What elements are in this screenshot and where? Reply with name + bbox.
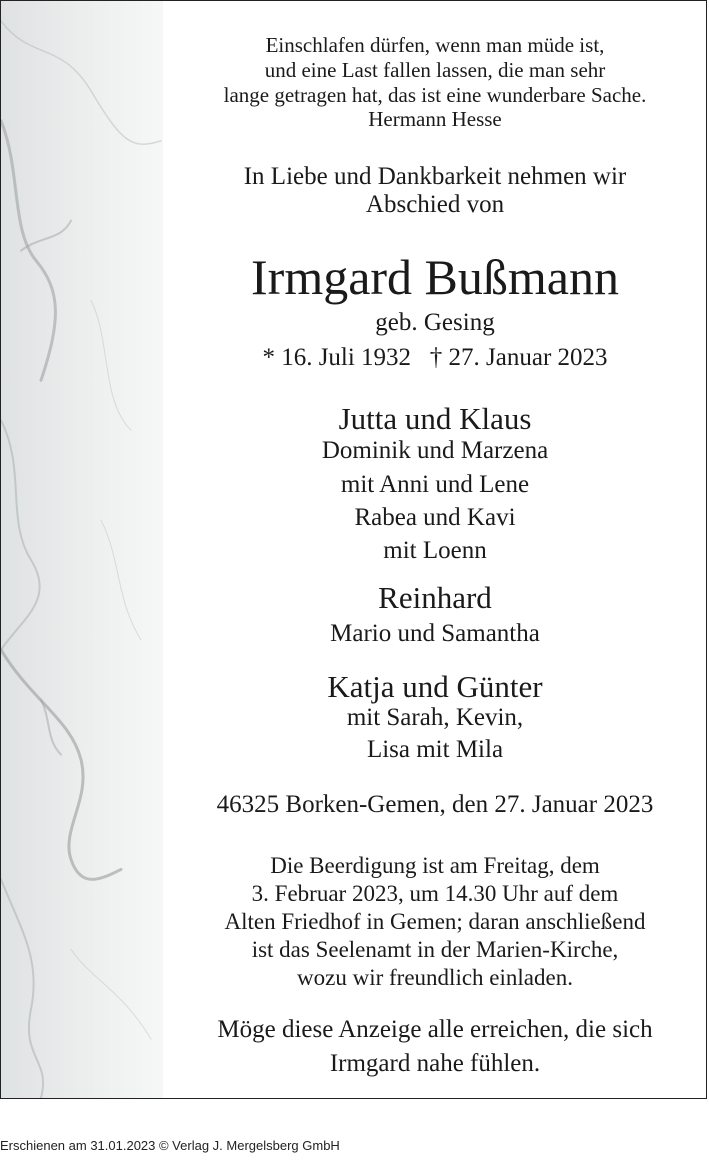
mourner-group-head: Reinhard — [378, 580, 492, 615]
funeral-line: 3. Februar 2023, um 14.30 Uhr auf dem — [251, 881, 619, 906]
funeral-line: Die Beerdigung ist am Freitag, dem — [270, 853, 600, 878]
mourner-line: mit Anni und Lene — [340, 471, 530, 498]
mourner-line: mit Loenn — [383, 537, 487, 564]
funeral-line: wozu wir freundlich einladen. — [297, 965, 573, 990]
deceased-name: Irmgard Bußmann — [251, 249, 619, 305]
quote-line: und eine Last fallen lassen, die man sehr — [264, 58, 606, 82]
intro-line: Abschied von — [365, 191, 505, 218]
mourner-group-head: Katja und Günter — [327, 669, 543, 704]
mourner-line: Rabea und Kavi — [354, 504, 516, 531]
birth-name: geb. Gesing — [375, 309, 495, 336]
mourner-line: Mario und Samantha — [330, 620, 540, 647]
mourner-line: Dominik und Marzena — [321, 437, 549, 464]
notice-text — [164, 1, 706, 1098]
intro-line: In Liebe und Dankbarkeit nehmen wir — [243, 163, 627, 190]
publication-footer: Erschienen am 31.01.2023 © Verlag J. Mergelsberg GmbH — [0, 1138, 340, 1153]
closing-line: Möge diese Anzeige alle erreichen, die sich — [217, 1016, 653, 1043]
life-dates: * 16. Juli 1932 † 27. Januar 2023 — [262, 344, 608, 371]
mourner-line: mit Sarah, Kevin, — [346, 704, 524, 731]
funeral-line: ist das Seelenamt in der Marien-Kirche, — [251, 937, 619, 962]
marble-texture-panel — [1, 1, 163, 1098]
mourner-group-head: Jutta und Klaus — [338, 401, 532, 436]
closing-line: Irmgard nahe fühlen. — [329, 1050, 541, 1077]
place-date: 46325 Borken-Gemen, den 27. Januar 2023 — [216, 791, 654, 818]
quote-line: lange getragen hat, das ist eine wunderbare Sache. — [223, 83, 647, 107]
quote-line: Einschlafen dürfen, wenn man müde ist, — [265, 33, 605, 57]
funeral-line: Alten Friedhof in Gemen; daran anschließend — [224, 909, 646, 934]
mourner-line: Lisa mit Mila — [366, 736, 504, 763]
quote-author: Hermann Hesse — [368, 107, 502, 131]
